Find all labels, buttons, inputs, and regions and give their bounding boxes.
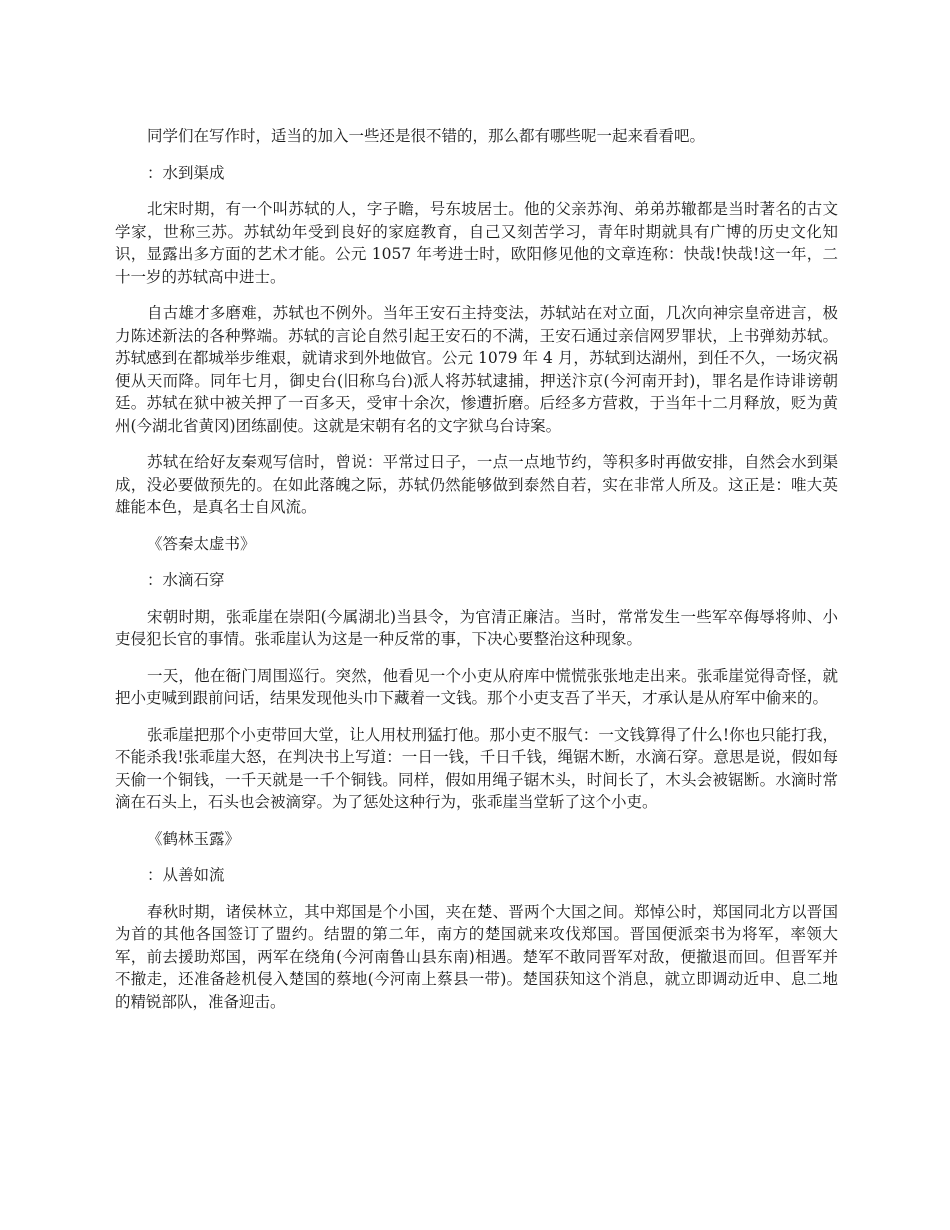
- section-heading-shui-dao-qu-cheng: ：水到渠成: [147, 163, 225, 182]
- paragraph: 张乖崖把那个小吏带回大堂，让人用杖刑猛打他。那小吏不服气：一文钱算得了什么!你也只能打我，不能杀我!张乖崖大怒，在判决书上写道：一日一钱，千日千钱，绳锯木断，水滴石穿。意思是说，假如每天偷一个铜钱，一千天就是一千个铜钱。同样，假如用绳子锯木头，时间长了，木头会被锯断。水滴时常滴在石头上，石头也会被滴穿。为了惩处这种行为，张乖崖当堂斩了这个小吏。: [115, 725, 838, 811]
- section-heading-cong-shan-ru-liu: ：从善如流: [147, 866, 225, 884]
- paragraph: 苏轼在给好友秦观写信时，曾说：平常过日子，一点一点地节约，等积多时再做安排，自然会水到渠成，没必要做预先的。在如此落魄之际，苏轼仍然能够做到泰然自若，实在非常人所及。这正是：唯大英雄能本色，是真名士自风流。: [115, 453, 838, 516]
- source-title: 《鹤林玉露》: [147, 829, 241, 848]
- source-title: 《答秦太虚书》: [147, 534, 256, 553]
- intro-paragraph: 同学们在写作时，适当的加入一些还是很不错的，那么都有哪些呢一起来看看吧。: [147, 127, 706, 145]
- paragraph: 自古雄才多磨难，苏轼也不例外。当年王安石主持变法，苏轼站在对立面，几次向神宗皇帝进言，极力陈述新法的各种弊端。苏轼的言论自然引起王安石的不满，王安石通过亲信网罗罪状，上书弹劾苏轼。苏轼感到在都城举步维艰，就请求到外地做官。公元 1079 年 4 月，苏轼到达湖州，到任不久，一场灾祸便从天而降。同年七月，御史台(旧称乌台)派人将苏轼逮捕，押送汴京(今河南开封)，罪名是作诗诽谤朝廷。苏轼在狱中被关押了一百多天，受审十余次，惨遭折磨。后经多方营救，于当年十二月释放，贬为黄州(今湖北省黄冈)团练副使。这就是宋朝有名的文字狱乌台诗案。: [115, 304, 838, 435]
- paragraph: 宋朝时期，张乖崖在崇阳(今属湖北)当县令，为官清正廉洁。当时，常常发生一些军卒侮辱将帅、小吏侵犯长官的事情。张乖崖认为这是一种反常的事，下决心要整治这种现象。: [115, 607, 838, 648]
- document-body: [115, 125, 838, 1027]
- paragraph: 北宋时期，有一个叫苏轼的人，字子瞻，号东坡居士。他的父亲苏洵、弟弟苏辙都是当时著名的古文学家，世称三苏。苏轼幼年受到良好的家庭教育，自己又刻苦学习，青年时期就具有广博的历史文化知识，显露出多方面的艺术才能。公元 1057 年考进士时，欧阳修见他的文章连称：快哉!快哉!这一年，二十一岁的苏轼高中进士。: [115, 200, 838, 286]
- paragraph: 春秋时期，诸侯林立，其中郑国是个小国，夹在楚、晋两个大国之间。郑悼公时，郑国同北方以晋国为首的其他各国签订了盟约。结盟的第二年，南方的楚国就来攻伐郑国。晋国便派栾书为将军，率领大军，前去援助郑国，两军在绕角(今河南鲁山县东南)相遇。楚军不敢同晋军对敌，便撤退而回。但晋军并不撤走，还准备趁机侵入楚国的蔡地(今河南上蔡县一带)。楚国获知这个消息，就立即调动近申、息二地的精锐部队，准备迎击。: [115, 902, 838, 1011]
- section-heading-shui-di-shi-chuan: ：水滴石穿: [147, 571, 225, 589]
- paragraph: 一天，他在衙门周围巡行。突然，他看见一个小吏从府库中慌慌张张地走出来。张乖崖觉得奇怪，就把小吏喊到跟前问话，结果发现他头巾下藏着一文钱。那个小吏支吾了半天，才承认是从府军中偷来的。: [115, 666, 838, 707]
